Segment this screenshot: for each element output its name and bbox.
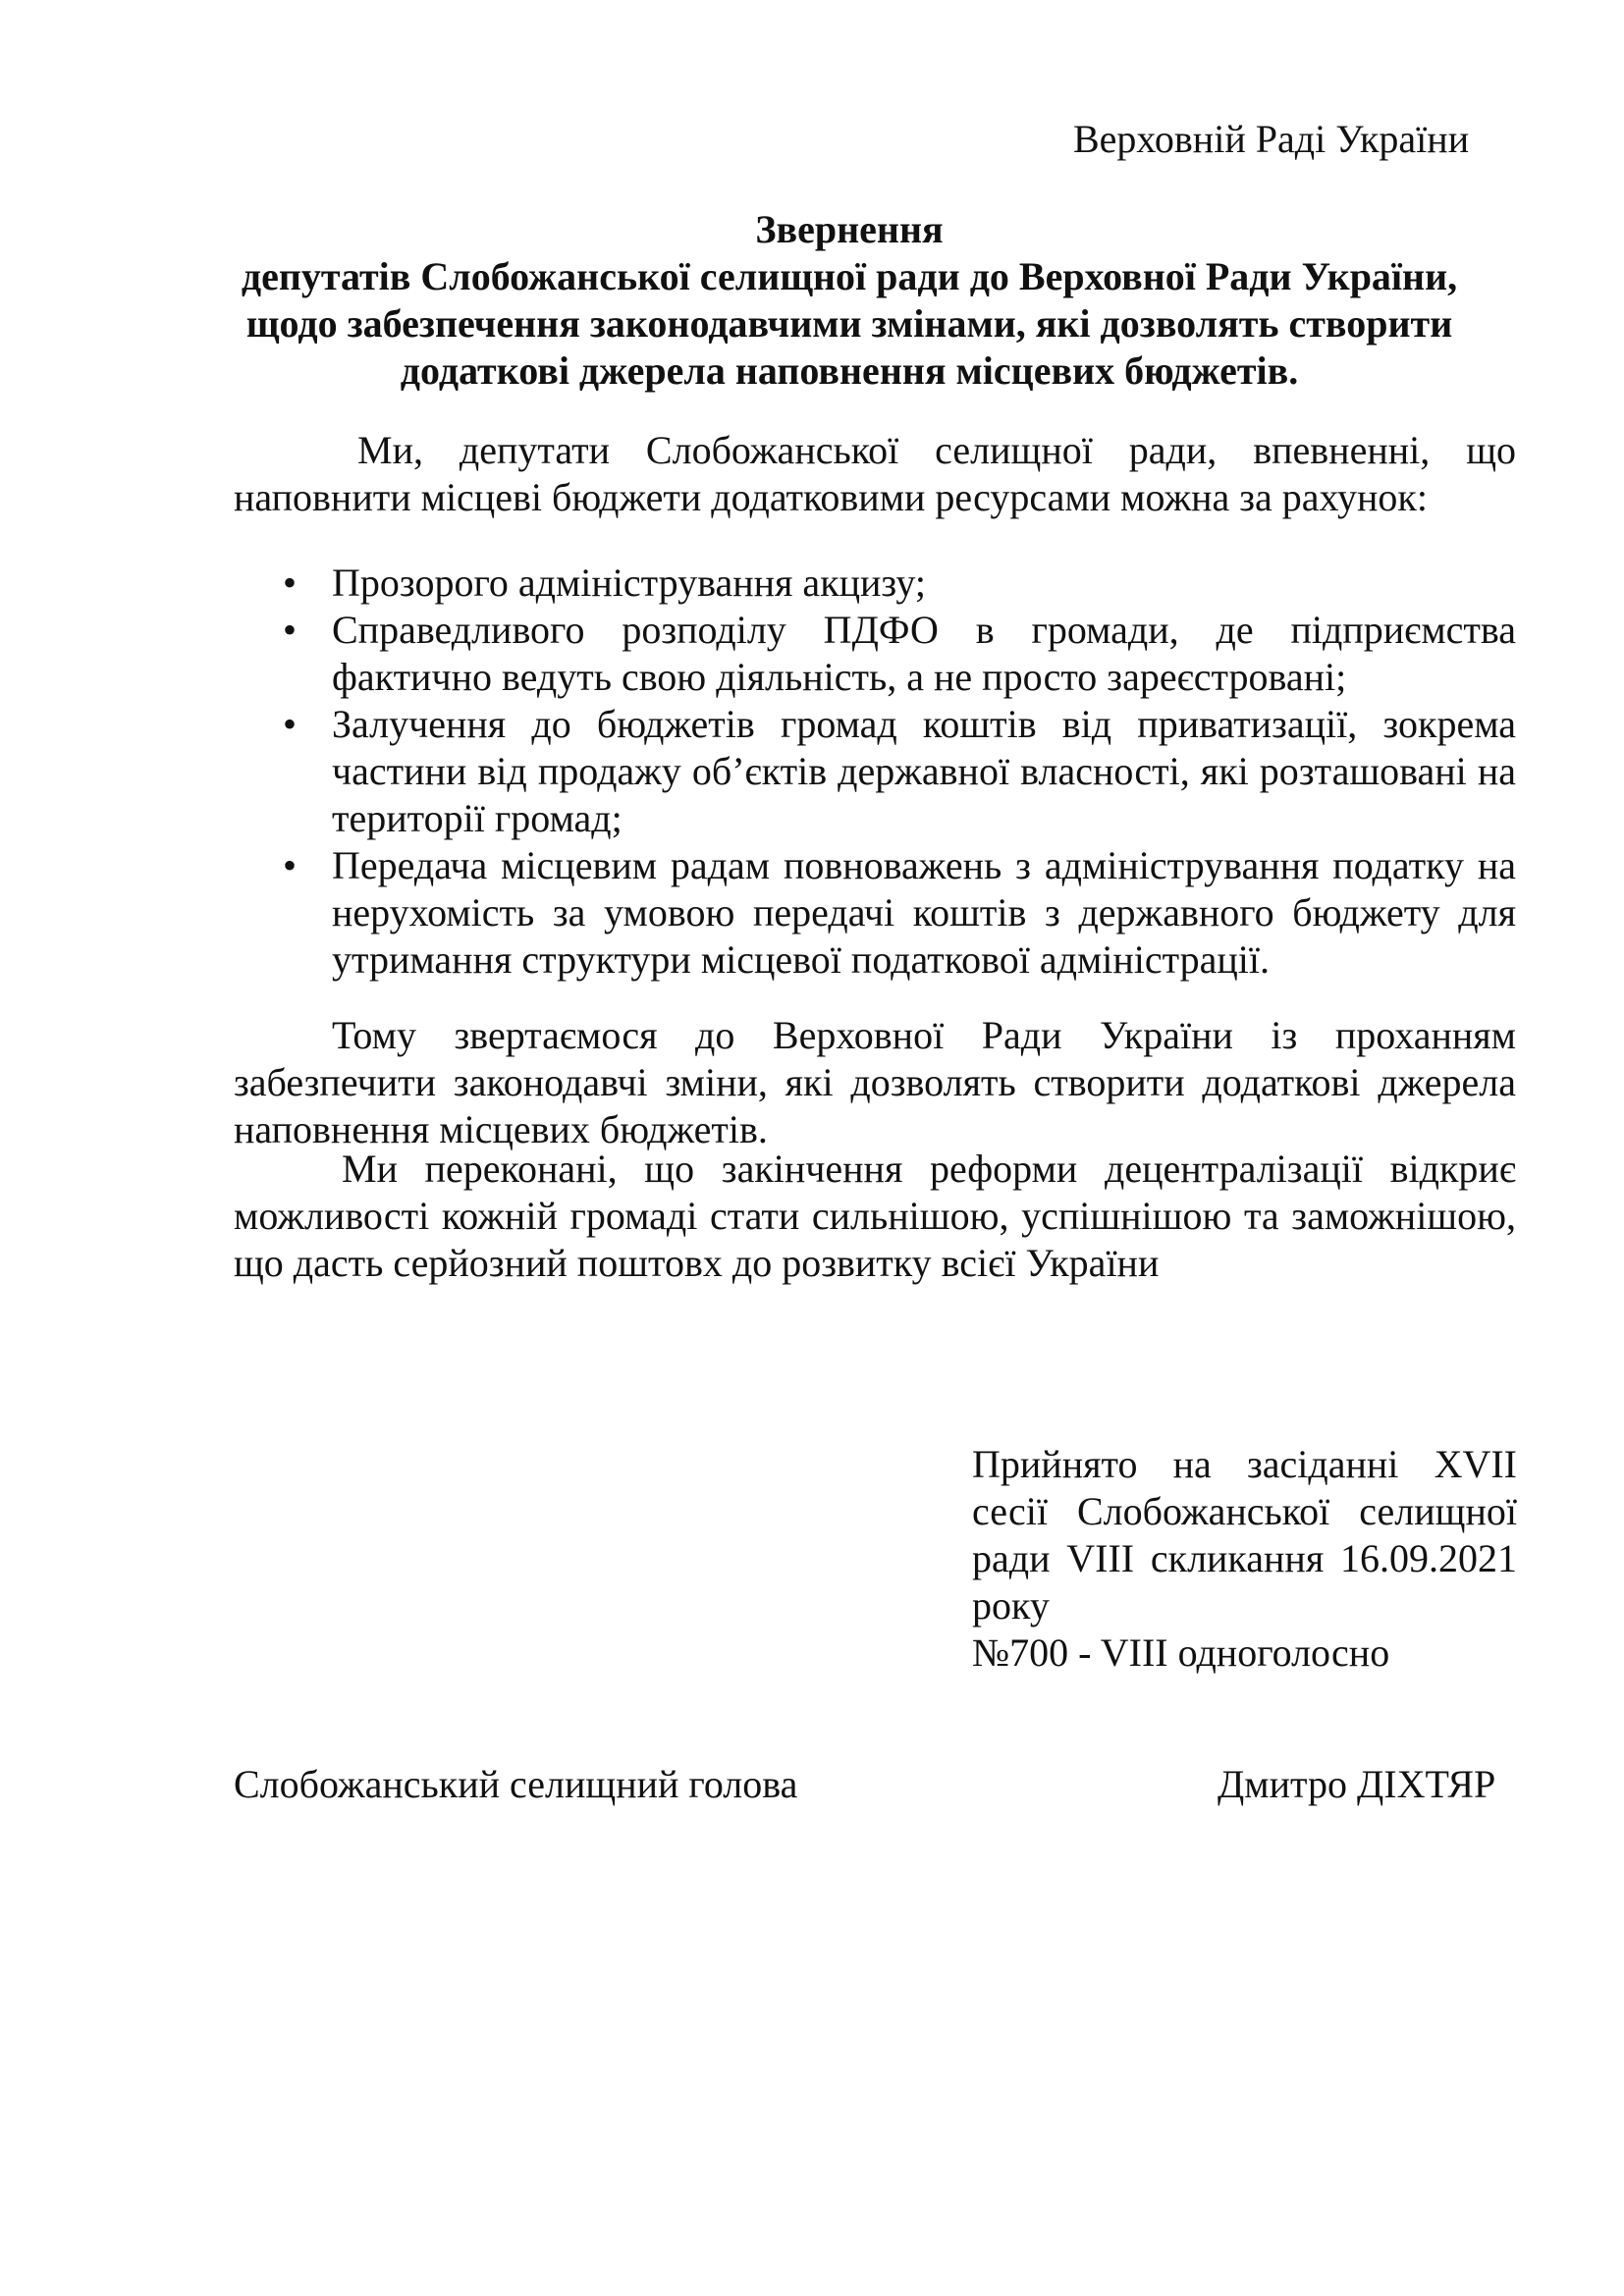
document-title: [236, 206, 1463, 395]
title-line-3: щодо забезпечення законодавчими змінами, які дозволять створити: [245, 301, 1453, 346]
proposals-list: [234, 560, 1516, 984]
title-line-2: депутатів Слобожанської селищної ради до Верховної Ради України,: [241, 254, 1458, 298]
signatory-name: Дмитро ДІХТЯР: [1218, 1762, 1496, 1806]
list-item: • Прозорого адміністрування акцизу;: [234, 560, 1516, 607]
list-item: • Справедливого розподілу ПДФО в громади, де підприємства фактично ведуть свою діяльність, а не просто зареєстровані;: [234, 607, 1516, 701]
conclusion-paragraph: Ми переконані, що закінчення реформи децентралізації відкриє можливості кожній громаді стати сильнішою, успішнішою та заможнішою, що дасть серйозний поштовх до розвитку всієї України: [234, 1147, 1516, 1285]
signatory-position: Слобожанський селищний голова: [234, 1762, 798, 1806]
list-item: • Передача місцевим радам повноважень з адміністрування податку на нерухомість за умовою передачі коштів з державного бюджету для утримання структури місцевої податкової адміністрації.: [234, 842, 1516, 984]
adoption-text: Прийнято на засіданні XVII сесії Слобожанської селищної ради VIII скликання 16.09.2021 року: [972, 1442, 1517, 1628]
title-line-1: Звернення: [755, 207, 944, 251]
adoption-note: [972, 1441, 1517, 1677]
decision-number: №700 - VIII одноголосно: [972, 1630, 1390, 1675]
title-line-4: додаткові джерела наповнення місцевих бюджетів.: [400, 348, 1299, 393]
addressee: Верховній Раді України: [1073, 117, 1470, 161]
intro-paragraph: Ми, депутати Слобожанської селищної ради, впевненні, що наповнити місцеві бюджети додатковими ресурсами можна за рахунок:: [234, 428, 1516, 519]
request-paragraph: Тому звертаємося до Верховної Ради України із проханням забезпечити законодавчі зміни, які дозволять створити додаткові джерела наповнення місцевих бюджетів.: [234, 1013, 1516, 1151]
list-item: • Залучення до бюджетів громад коштів від приватизації, зокрема частини від продажу об’єктів державної власності, які розташовані на території громад;: [234, 701, 1516, 842]
